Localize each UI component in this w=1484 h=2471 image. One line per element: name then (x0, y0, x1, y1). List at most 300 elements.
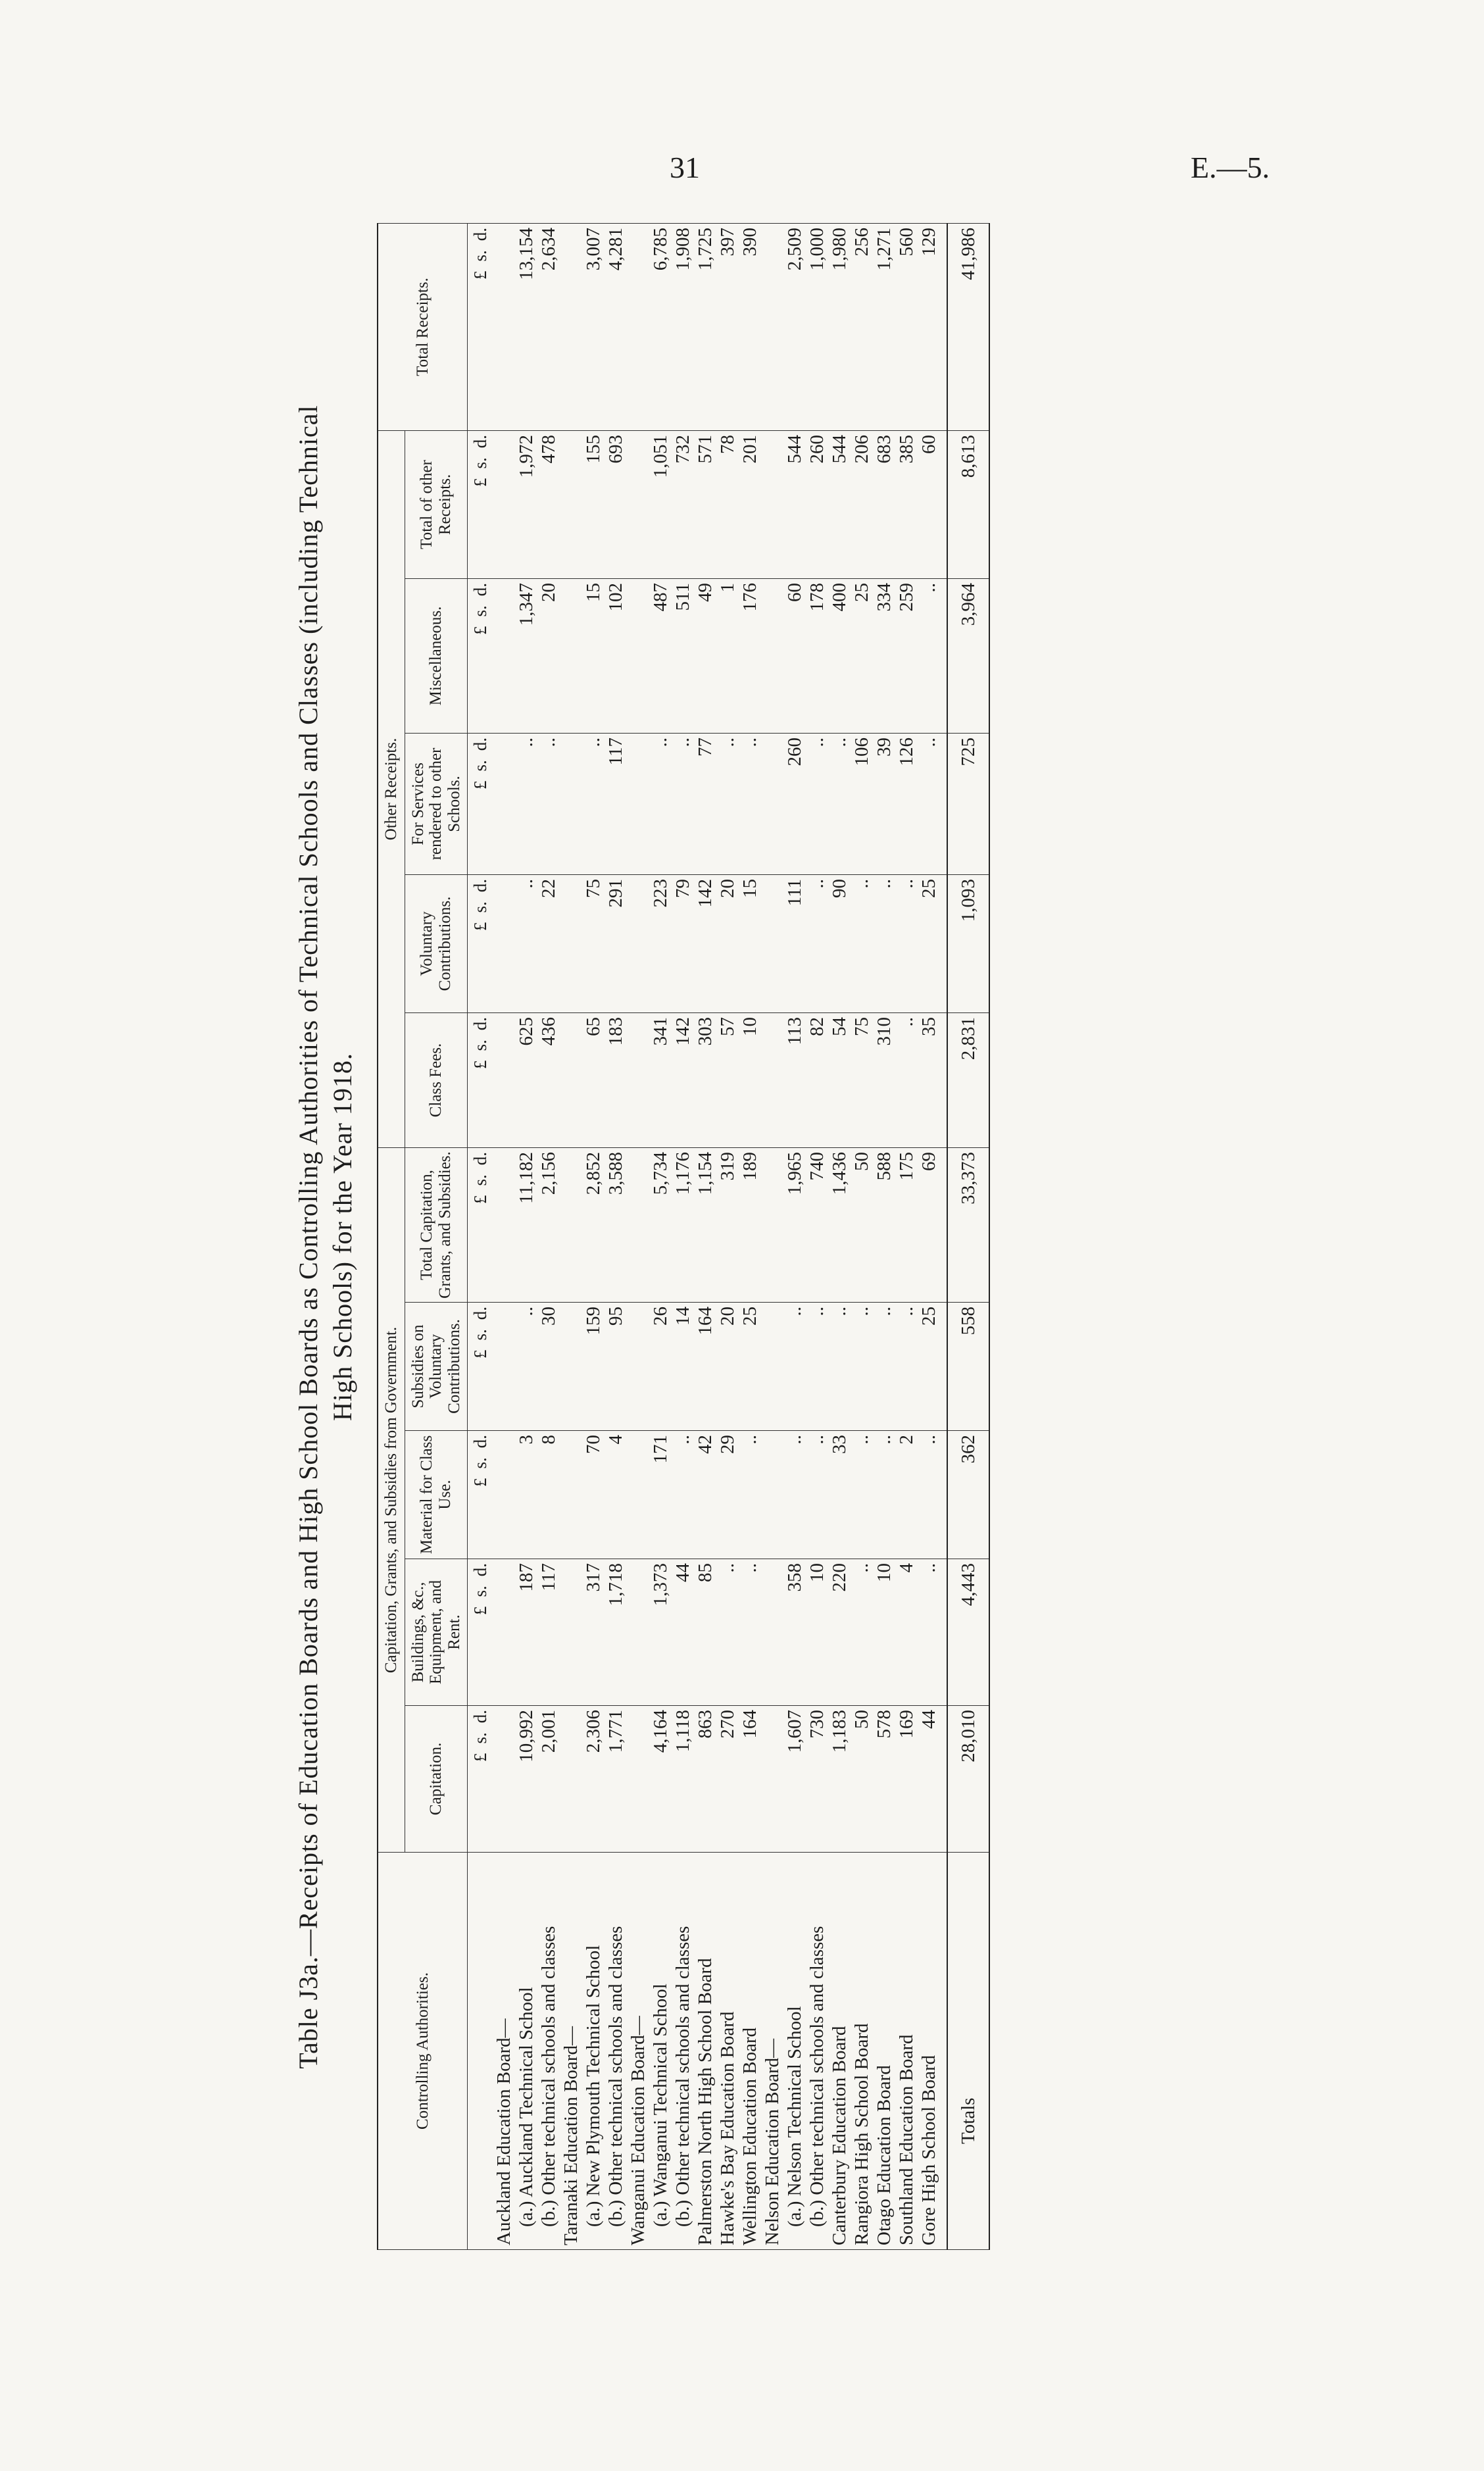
units-cell (468, 579, 493, 734)
header-total-receipts: Total Receipts. (378, 223, 468, 430)
cell-misc (493, 579, 515, 734)
cell-sub: 20 (716, 1303, 739, 1431)
table-row (828, 223, 851, 2249)
cell-misc (761, 579, 783, 734)
cell-tcap: 69 (918, 1148, 940, 1303)
total-tot: 41,986 (947, 223, 989, 430)
cell-sub: .. (873, 1303, 895, 1431)
cell-vol: 291 (605, 875, 627, 1013)
cell-srv: 260 (783, 734, 806, 875)
units-cell (468, 875, 493, 1013)
spacer-cell (940, 875, 947, 1013)
units-cell (468, 1706, 493, 1853)
authority-name: Auckland Education Board— (493, 1853, 515, 2250)
units-cell (468, 1431, 493, 1559)
authority-name: Taranaki Education Board— (560, 1853, 582, 2250)
unit-symbol: d. (470, 737, 490, 751)
cell-tot: 256 (851, 223, 873, 430)
authority-name: (a.) New Plymouth Technical School (582, 1853, 605, 2250)
cell-cap: 50 (851, 1706, 873, 1853)
cell-vol: 15 (739, 875, 761, 1013)
cell-tot: 6,785 (649, 223, 672, 430)
header-services: For Services rendered to other Schools. (405, 734, 468, 875)
header-class-fees: Class Fees. (405, 1013, 468, 1148)
header-miscellaneous: Miscellaneous. (405, 579, 468, 734)
cell-misc: 25 (851, 579, 873, 734)
cell-mat: 3 (515, 1431, 537, 1559)
spacer-cell (940, 223, 947, 430)
table-row (515, 223, 537, 2249)
cell-cap: 2,001 (537, 1706, 560, 1853)
cell-srv: .. (582, 734, 605, 875)
cell-cap: 730 (806, 1706, 828, 1853)
cell-toth: 155 (582, 430, 605, 578)
table-row (560, 223, 582, 2249)
cell-toth: 260 (806, 430, 828, 578)
authority-name: (a.) Auckland Technical School (515, 1853, 537, 2250)
cell-bld: .. (918, 1559, 940, 1706)
spacer-cell (940, 430, 947, 578)
cell-fees (560, 1013, 582, 1148)
spacer-cell (940, 1148, 947, 1303)
cell-bld: .. (739, 1559, 761, 1706)
unit-symbol: d. (470, 1017, 490, 1031)
authority-name: Wanganui Education Board— (627, 1853, 649, 2250)
cell-tcap: 11,182 (515, 1148, 537, 1303)
header-group-other: Other Receipts. (378, 430, 405, 1147)
total-srv: 725 (947, 734, 989, 875)
unit-symbol: d. (470, 1152, 490, 1166)
cell-misc: 20 (537, 579, 560, 734)
cell-bld: 10 (806, 1559, 828, 1706)
cell-bld: 1,718 (605, 1559, 627, 1706)
header-controlling-authorities: Controlling Authorities. (378, 1853, 468, 2250)
spacer-cell (940, 734, 947, 875)
spacer-cell (940, 1303, 947, 1431)
unit-symbol: £ (470, 1349, 490, 1359)
cell-tot: 1,000 (806, 223, 828, 430)
units-cell (468, 1559, 493, 1706)
cell-toth: 544 (828, 430, 851, 578)
cell-fees: 82 (806, 1013, 828, 1148)
cell-fees: 310 (873, 1013, 895, 1148)
cell-tot: 397 (716, 223, 739, 430)
cell-tcap: 50 (851, 1148, 873, 1303)
cell-fees: 35 (918, 1013, 940, 1148)
cell-misc: 15 (582, 579, 605, 734)
cell-vol: .. (895, 875, 918, 1013)
cell-tot: 4,281 (605, 223, 627, 430)
cell-tot (493, 223, 515, 430)
spacer-cell (940, 1559, 947, 1706)
cell-bld (493, 1559, 515, 1706)
cell-cap: 2,306 (582, 1706, 605, 1853)
cell-srv: 126 (895, 734, 918, 875)
cell-vol: .. (515, 875, 537, 1013)
cell-mat: 171 (649, 1431, 672, 1559)
header-subsidies: Subsidies on Voluntary Contributions. (405, 1303, 468, 1431)
table-row (716, 223, 739, 2249)
cell-sub (493, 1303, 515, 1431)
cell-tcap: 3,588 (605, 1148, 627, 1303)
cell-misc: 1 (716, 579, 739, 734)
cell-tot: 3,007 (582, 223, 605, 430)
cell-misc: 60 (783, 579, 806, 734)
table-row (873, 223, 895, 2249)
cell-mat: .. (739, 1431, 761, 1559)
cell-srv (761, 734, 783, 875)
cell-srv: 117 (605, 734, 627, 875)
spacer-cell (940, 1013, 947, 1148)
cell-fees: 54 (828, 1013, 851, 1148)
authority-name: Hawke's Bay Education Board (716, 1853, 739, 2250)
units-cell (468, 1303, 493, 1431)
cell-tcap: 1,154 (694, 1148, 716, 1303)
unit-symbol: s. (470, 1039, 490, 1051)
cell-srv: 39 (873, 734, 895, 875)
cell-toth: 206 (851, 430, 873, 578)
cell-mat: 8 (537, 1431, 560, 1559)
cell-srv: .. (537, 734, 560, 875)
cell-fees: 65 (582, 1013, 605, 1148)
cell-sub: .. (828, 1303, 851, 1431)
cell-cap: 164 (739, 1706, 761, 1853)
cell-tot: 13,154 (515, 223, 537, 430)
cell-toth (493, 430, 515, 578)
cell-vol: 142 (694, 875, 716, 1013)
cell-toth: 60 (918, 430, 940, 578)
authority-name: Nelson Education Board— (761, 1853, 783, 2250)
cell-bld: 317 (582, 1559, 605, 1706)
authority-name: Palmerston North High School Board (694, 1853, 716, 2250)
unit-symbol: £ (470, 1478, 490, 1487)
units-cell (468, 1013, 493, 1148)
units-cell (468, 734, 493, 875)
cell-fees: 183 (605, 1013, 627, 1148)
cell-toth: 732 (672, 430, 694, 578)
cell-vol: 79 (672, 875, 694, 1013)
cell-fees: 10 (739, 1013, 761, 1148)
unit-symbol: £ (470, 780, 490, 790)
cell-srv: .. (828, 734, 851, 875)
cell-tcap (560, 1148, 582, 1303)
cell-cap (560, 1706, 582, 1853)
cell-tot (627, 223, 649, 430)
header-total-other: Total of other Receipts. (405, 430, 468, 578)
cell-sub: 164 (694, 1303, 716, 1431)
cell-bld (560, 1559, 582, 1706)
table-row (537, 223, 560, 2249)
cell-srv: .. (515, 734, 537, 875)
header-group-government: Capitation, Grants, and Subsidies from Government. (378, 1148, 405, 1853)
total-fees: 2,831 (947, 1013, 989, 1148)
cell-mat: 29 (716, 1431, 739, 1559)
cell-fees: 341 (649, 1013, 672, 1148)
cell-tcap: 319 (716, 1148, 739, 1303)
table-row (694, 223, 716, 2249)
cell-toth: 478 (537, 430, 560, 578)
cell-sub (560, 1303, 582, 1431)
cell-cap: 4,164 (649, 1706, 672, 1853)
cell-tot: 390 (739, 223, 761, 430)
units-spacer (468, 1853, 493, 2250)
cell-bld: 1,373 (649, 1559, 672, 1706)
authority-name: (a.) Wanganui Technical School (649, 1853, 672, 2250)
totals-label: Totals (947, 1853, 989, 2250)
table-row (672, 223, 694, 2249)
cell-tcap (627, 1148, 649, 1303)
cell-cap: 10,992 (515, 1706, 537, 1853)
table-row (739, 223, 761, 2249)
cell-mat: .. (672, 1431, 694, 1559)
cell-toth (560, 430, 582, 578)
cell-srv: .. (806, 734, 828, 875)
cell-misc: 259 (895, 579, 918, 734)
header-material: Material for Class Use. (405, 1431, 468, 1559)
cell-sub: .. (783, 1303, 806, 1431)
authority-name: Wellington Education Board (739, 1853, 761, 2250)
table-row (649, 223, 672, 2249)
cell-cap: 1,118 (672, 1706, 694, 1853)
unit-symbol: s. (470, 901, 490, 913)
cell-fees (761, 1013, 783, 1148)
cell-vol: 22 (537, 875, 560, 1013)
cell-sub: .. (806, 1303, 828, 1431)
cell-cap: 578 (873, 1706, 895, 1853)
spacer-cell (940, 1431, 947, 1559)
page-number: 31 (670, 151, 700, 184)
cell-sub: 14 (672, 1303, 694, 1431)
cell-vol: 90 (828, 875, 851, 1013)
cell-cap: 863 (694, 1706, 716, 1853)
spacer-cell (940, 579, 947, 734)
cell-bld: 4 (895, 1559, 918, 1706)
header-voluntary: Voluntary Contributions. (405, 875, 468, 1013)
cell-vol (493, 875, 515, 1013)
cell-mat: .. (783, 1431, 806, 1559)
cell-vol (627, 875, 649, 1013)
unit-symbol: d. (470, 1710, 490, 1724)
authority-name: Canterbury Education Board (828, 1853, 851, 2250)
cell-tot: 1,271 (873, 223, 895, 430)
document-reference: E.—5. (1191, 151, 1270, 184)
cell-srv: 77 (694, 734, 716, 875)
cell-fees: 625 (515, 1013, 537, 1148)
cell-tot: 2,634 (537, 223, 560, 430)
unit-symbol: £ (470, 922, 490, 932)
cell-mat (493, 1431, 515, 1559)
cell-vol: 20 (716, 875, 739, 1013)
unit-symbol: £ (470, 1195, 490, 1205)
unit-symbol: s. (470, 1457, 490, 1469)
cell-toth: 683 (873, 430, 895, 578)
cell-toth: 544 (783, 430, 806, 578)
cell-fees: 142 (672, 1013, 694, 1148)
cell-mat (560, 1431, 582, 1559)
cell-bld: .. (716, 1559, 739, 1706)
table-row (493, 223, 515, 2249)
spacer-cell (940, 1853, 947, 2250)
cell-tot: 1,980 (828, 223, 851, 430)
cell-cap: 1,607 (783, 1706, 806, 1853)
cell-fees: 75 (851, 1013, 873, 1148)
cell-mat: 33 (828, 1431, 851, 1559)
authority-name: Otago Education Board (873, 1853, 895, 2250)
cell-tot: 560 (895, 223, 918, 430)
cell-sub: 26 (649, 1303, 672, 1431)
cell-srv (493, 734, 515, 875)
cell-srv: .. (649, 734, 672, 875)
cell-misc: 487 (649, 579, 672, 734)
cell-toth: 1,051 (649, 430, 672, 578)
cell-vol: 223 (649, 875, 672, 1013)
cell-sub: 30 (537, 1303, 560, 1431)
table-row (582, 223, 605, 2249)
cell-mat (627, 1431, 649, 1559)
table-row (761, 223, 783, 2249)
cell-tot: 129 (918, 223, 940, 430)
cell-misc: .. (918, 579, 940, 734)
cell-misc: 1,347 (515, 579, 537, 734)
cell-mat: 2 (895, 1431, 918, 1559)
cell-fees: 113 (783, 1013, 806, 1148)
header-capitation: Capitation. (405, 1706, 468, 1853)
unit-symbol: d. (470, 879, 490, 893)
cell-tot: 2,509 (783, 223, 806, 430)
cell-fees: 436 (537, 1013, 560, 1148)
cell-toth (627, 430, 649, 578)
cell-misc: 176 (739, 579, 761, 734)
authority-name: Rangiora High School Board (851, 1853, 873, 2250)
cell-bld: 187 (515, 1559, 537, 1706)
cell-vol: .. (851, 875, 873, 1013)
cell-misc: 102 (605, 579, 627, 734)
cell-toth (761, 430, 783, 578)
unit-symbol: s. (470, 1329, 490, 1341)
cell-vol (560, 875, 582, 1013)
unit-symbol: d. (470, 583, 490, 597)
cell-sub: .. (851, 1303, 873, 1431)
authority-name: Gore High School Board (918, 1853, 940, 2250)
authority-name: (b.) Other technical schools and classes (806, 1853, 828, 2250)
cell-misc: 178 (806, 579, 828, 734)
table-row (851, 223, 873, 2249)
cell-toth: 693 (605, 430, 627, 578)
cell-misc: 511 (672, 579, 694, 734)
cell-tcap: 588 (873, 1148, 895, 1303)
cell-sub (627, 1303, 649, 1431)
unit-symbol: d. (470, 1307, 490, 1320)
cell-cap: 169 (895, 1706, 918, 1853)
cell-tcap: 1,965 (783, 1148, 806, 1303)
total-cap: 28,010 (947, 1706, 989, 1853)
cell-cap: 44 (918, 1706, 940, 1853)
cell-sub: .. (515, 1303, 537, 1431)
cell-tcap: 5,734 (649, 1148, 672, 1303)
total-toth: 8,613 (947, 430, 989, 578)
cell-toth: 571 (694, 430, 716, 578)
cell-sub: 95 (605, 1303, 627, 1431)
cell-misc: 400 (828, 579, 851, 734)
unit-symbol: s. (470, 605, 490, 617)
cell-cap: 1,771 (605, 1706, 627, 1853)
cell-tcap: 189 (739, 1148, 761, 1303)
cell-srv: .. (672, 734, 694, 875)
total-bld: 4,443 (947, 1559, 989, 1706)
cell-fees: 57 (716, 1013, 739, 1148)
unit-symbol: £ (470, 478, 490, 487)
cell-tot (761, 223, 783, 430)
totals-row (947, 223, 989, 2249)
cell-bld: 10 (873, 1559, 895, 1706)
cell-mat: .. (806, 1431, 828, 1559)
cell-mat: .. (851, 1431, 873, 1559)
cell-bld: 220 (828, 1559, 851, 1706)
table-row (895, 223, 918, 2249)
units-row (468, 223, 493, 2249)
cell-sub (761, 1303, 783, 1431)
cell-tcap: 1,436 (828, 1148, 851, 1303)
unit-symbol: £ (470, 626, 490, 636)
cell-toth: 385 (895, 430, 918, 578)
unit-symbol: s. (470, 457, 490, 469)
cell-mat: 42 (694, 1431, 716, 1559)
cell-vol: 25 (918, 875, 940, 1013)
table-row (783, 223, 806, 2249)
cell-toth: 78 (716, 430, 739, 578)
units-cell (468, 430, 493, 578)
unit-symbol: d. (470, 227, 490, 241)
cell-mat: .. (873, 1431, 895, 1559)
authority-name: Southland Education Board (895, 1853, 918, 2250)
table-row (806, 223, 828, 2249)
cell-tot (560, 223, 582, 430)
cell-mat: .. (918, 1431, 940, 1559)
cell-sub: 25 (739, 1303, 761, 1431)
unit-symbol: £ (470, 270, 490, 280)
cell-tcap: 2,156 (537, 1148, 560, 1303)
total-vol: 1,093 (947, 875, 989, 1013)
table-row (605, 223, 627, 2249)
spacer-row (940, 223, 947, 2249)
unit-symbol: d. (470, 434, 490, 449)
unit-symbol: s. (470, 1585, 490, 1597)
total-sub: 558 (947, 1303, 989, 1431)
cell-bld: .. (851, 1559, 873, 1706)
cell-toth: 1,972 (515, 430, 537, 578)
unit-symbol: £ (470, 1606, 490, 1616)
cell-tcap: 175 (895, 1148, 918, 1303)
cell-srv (627, 734, 649, 875)
receipts-table (377, 223, 990, 2250)
cell-srv: 106 (851, 734, 873, 875)
cell-fees (493, 1013, 515, 1148)
cell-fees: 303 (694, 1013, 716, 1148)
cell-tot: 1,725 (694, 223, 716, 430)
cell-mat: 70 (582, 1431, 605, 1559)
table-row (918, 223, 940, 2249)
table-title-continued: High Schools) for the Year 1918. (328, 1053, 357, 1421)
rotated-table-sheet (293, 224, 1148, 2250)
unit-symbol: £ (470, 1753, 490, 1762)
cell-misc: 49 (694, 579, 716, 734)
table-row (627, 223, 649, 2249)
cell-vol: 75 (582, 875, 605, 1013)
cell-tcap: 1,176 (672, 1148, 694, 1303)
cell-bld: 85 (694, 1559, 716, 1706)
cell-cap: 1,183 (828, 1706, 851, 1853)
cell-fees (627, 1013, 649, 1148)
